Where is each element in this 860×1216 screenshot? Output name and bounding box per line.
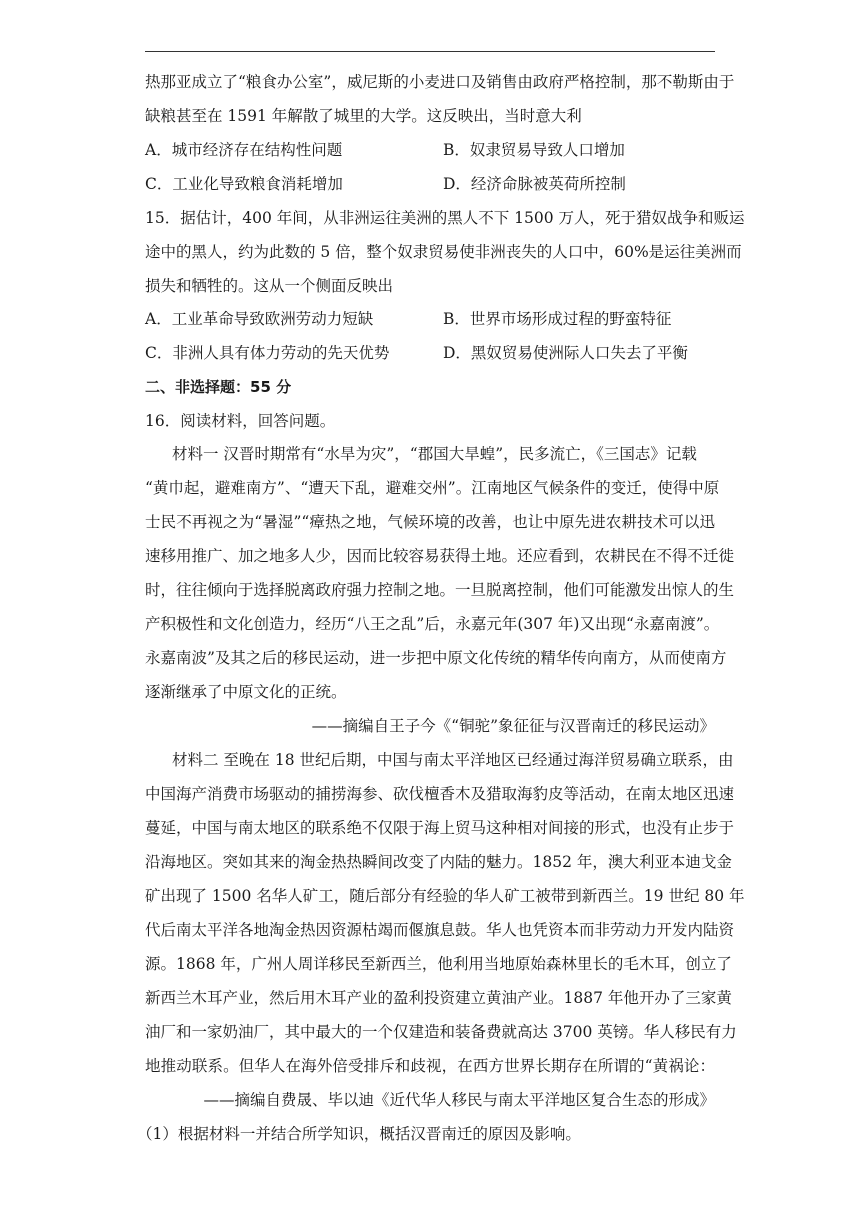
section-heading: 二、非选择题：55 分 [145,378,292,396]
material2-line-2: 中国海产消费市场驱动的捕捞海参、砍伐檀香木及猎取海豹皮等活动，在南太地区迅速 [145,785,735,803]
q15-stem-line-1: 15．据估计，400 年间，从非洲运往美洲的黑人不下 1500 万人，死于猎奴战争和贩运 [145,209,745,227]
q16-intro: 16．阅读材料，回答问题。 [145,412,336,430]
q15-option-c[interactable]: C．非洲人具有体力劳动的先天优势 [145,344,390,362]
q15-option-b[interactable]: B．世界市场形成过程的野蛮特征 [443,310,672,328]
material1-source: ——摘编自王子今《“铜驼”象征征与汉晋南迁的移民运动》 [311,717,715,735]
subquestion-1: （1）根据材料一并结合所学知识，概括汉晋南迁的原因及影响。 [137,1125,581,1143]
material2-source: ——摘编自费晟、毕以迪《近代华人移民与南太平洋地区复合生态的形成》 [203,1091,715,1109]
q15-stem-line-2: 途中的黑人，约为此数的 5 倍，整个奴隶贸易使非洲丧失的人口中，60%是运往美洲而 [145,243,742,261]
material1-line-1: 材料一 汉晋时期常有“水旱为灾”，“郡国大旱蝗”，民多流亡，《三国志》记载 [172,445,697,463]
material1-line-8: 逐渐继承了中原文化的正统。 [145,683,347,701]
q14-option-c[interactable]: C．工业化导致粮食消耗增加 [145,175,343,193]
material1-line-3: 士民不再视之为“暑湿”“瘴热之地，气候环境的改善，也让中原先进农耕技术可以迅 [145,513,715,531]
material1-line-2: “黄巾起，避难南方”、“遭天下乱，避难交州”。江南地区气候条件的变迁，使得中原 [145,479,720,497]
header-rule [145,51,715,52]
material2-line-10: 地推动联系。但华人在海外倍受排斥和歧视，在西方世界长期存在所谓的“黄祸论： [145,1057,715,1075]
q14-option-d[interactable]: D．经济命脉被英荷所控制 [443,175,626,193]
q14-stem-line-1: 热那亚成立了“粮食办公室”，威尼斯的小麦进口及销售由政府严格控制，那不勒斯由于 [145,73,735,91]
material1-line-5: 时，往往倾向于选择脱离政府强力控制之地。一旦脱离控制，他们可能激发出惊人的生 [145,581,735,599]
material2-line-1: 材料二 至晚在 18 世纪后期，中国与南太平洋地区已经通过海洋贸易确立联系，由 [172,751,734,769]
q15-option-d[interactable]: D．黑奴贸易使洲际人口失去了平衡 [443,344,688,362]
material2-line-8: 新西兰木耳产业，然后用木耳产业的盈利投资建立黄油产业。1887 年他开办了三家黄 [145,989,732,1007]
q15-option-a[interactable]: A．工业革命导致欧洲劳动力短缺 [145,310,374,328]
material2-line-9: 油厂和一家奶油厂，其中最大的一个仅建造和装备费就高达 3700 英镑。华人移民有力 [145,1023,737,1041]
material1-line-7: 永嘉南波”及其之后的移民运动，进一步把中原文化传统的精华传向南方，从而使南方 [145,649,727,667]
material2-line-7: 源。1868 年，广州人周详移民至新西兰，他利用当地原始森林里长的毛木耳，创立了 [145,955,732,973]
material2-line-4: 沿海地区。突如其来的淘金热热瞬间改变了内陆的魅力。1852 年，澳大利亚本迪戈金 [145,853,732,871]
material2-line-6: 代后南太平洋各地淘金热因资源枯竭而偃旗息鼓。华人也凭资本而非劳动力开发内陆资 [145,921,735,939]
q14-stem-line-2: 缺粮甚至在 1591 年解散了城里的大学。这反映出，当时意大利 [145,107,582,125]
q14-option-a[interactable]: A．城市经济存在结构性问题 [145,141,343,159]
material1-line-6: 产积极性和文化创造力，经历“八王之乱”后，永嘉元年(307 年)又出现“永嘉南渡”。 [145,615,720,633]
q14-option-b[interactable]: B．奴隶贸易导致人口增加 [443,141,625,159]
material2-line-5: 矿出现了 1500 名华人矿工，随后部分有经验的华人矿工被带到新西兰。19 世纪 80 年 [145,887,745,905]
material2-line-3: 蔓延，中国与南太地区的联系绝不仅限于海上贸马这种相对间接的形式，也没有止步于 [145,819,735,837]
q15-stem-line-3: 损失和牺牲的。这从一个侧面反映出 [145,277,394,295]
material1-line-4: 速移用推广、加之地多人少，因而比较容易获得土地。还应看到，农耕民在不得不迁徙 [145,547,735,565]
